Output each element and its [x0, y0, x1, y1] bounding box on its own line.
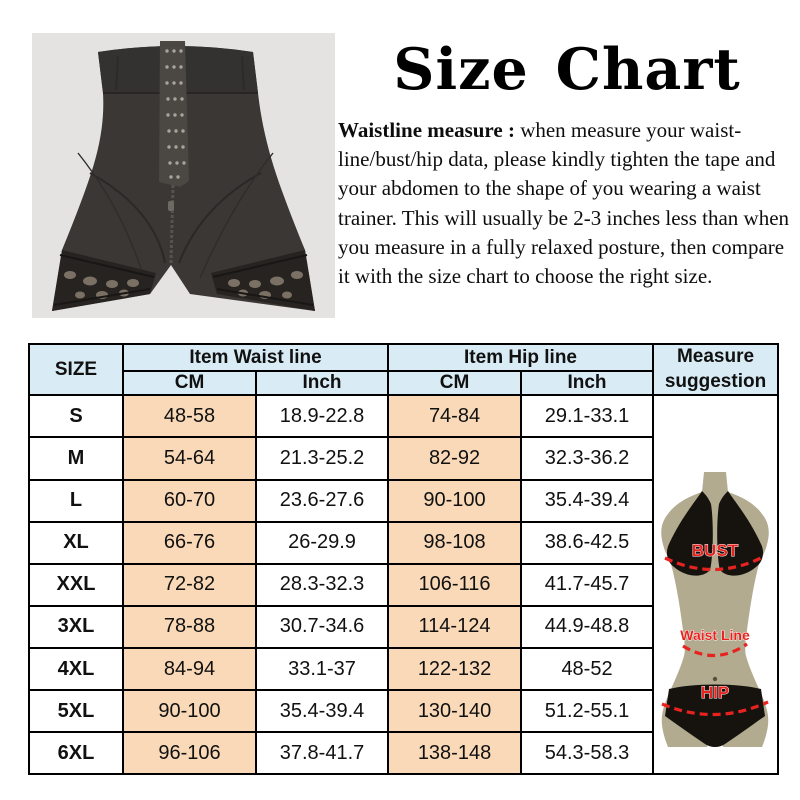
figure-waist-label: Waist Line — [680, 627, 750, 644]
col-header-waist-inch: Inch — [256, 371, 388, 395]
hip-inch-value: 44.9-48.8 — [521, 606, 653, 648]
measure-header-line2: suggestion — [664, 370, 767, 392]
product-photo — [32, 33, 335, 318]
hip-cm-value: 122-132 — [388, 648, 521, 690]
waist-inch-value: 23.6-27.6 — [256, 480, 388, 522]
hip-inch-value: 41.7-45.7 — [521, 564, 653, 606]
size-label: L — [29, 480, 123, 522]
waist-inch-value: 35.4-39.4 — [256, 690, 388, 732]
waist-cm-value: 90-100 — [123, 690, 256, 732]
waist-cm-value: 96-106 — [123, 732, 256, 774]
waist-cm-value: 54-64 — [123, 437, 256, 479]
body-measure-figure — [655, 396, 776, 773]
waist-cm-value: 84-94 — [123, 648, 256, 690]
hip-inch-value: 48-52 — [521, 648, 653, 690]
hip-inch-value: 51.2-55.1 — [521, 690, 653, 732]
hip-cm-value: 130-140 — [388, 690, 521, 732]
size-label: XXL — [29, 564, 123, 606]
hip-inch-value: 29.1-33.1 — [521, 395, 653, 437]
col-header-waist-cm: CM — [123, 371, 256, 395]
waist-cm-value: 78-88 — [123, 606, 256, 648]
size-label: M — [29, 437, 123, 479]
waist-inch-value: 30.7-34.6 — [256, 606, 388, 648]
waist-inch-value: 28.3-32.3 — [256, 564, 388, 606]
hip-inch-value: 54.3-58.3 — [521, 732, 653, 774]
hip-cm-value: 114-124 — [388, 606, 521, 648]
hip-cm-value: 106-116 — [388, 564, 521, 606]
size-label: 6XL — [29, 732, 123, 774]
figure-hip-label: HIP — [700, 683, 730, 703]
col-header-hip-cm: CM — [388, 371, 521, 395]
measure-instructions-text: when measure your waist-line/bust/hip data, please kindly tighten the tape and your abdomen to the shape of you wearing a waist trainer. This will usually be 2-3 inches less than when you measure in a fully relaxed posture, then compare it with the size chart to choose the right size. — [338, 118, 790, 289]
waist-inch-value: 26-29.9 — [256, 522, 388, 564]
col-header-waist-group: Item Waist line — [123, 344, 388, 371]
measure-header-line1: Measure — [676, 346, 755, 367]
hip-cm-value: 90-100 — [388, 480, 521, 522]
col-header-measure-suggestion — [653, 344, 778, 395]
waist-cm-value: 48-58 — [123, 395, 256, 437]
page-title: Size Chart — [393, 36, 741, 103]
col-header-hip-inch: Inch — [521, 371, 653, 395]
waist-inch-value: 21.3-25.2 — [256, 437, 388, 479]
table-row-s — [29, 395, 778, 437]
size-label: 4XL — [29, 648, 123, 690]
hip-cm-value: 138-148 — [388, 732, 521, 774]
hip-cm-value: 74-84 — [388, 395, 521, 437]
size-label: 5XL — [29, 690, 123, 732]
waist-cm-value: 66-76 — [123, 522, 256, 564]
waist-inch-value: 33.1-37 — [256, 648, 388, 690]
size-label: XL — [29, 522, 123, 564]
measure-instructions — [338, 116, 798, 291]
size-chart-table — [28, 343, 779, 775]
hip-inch-value: 35.4-39.4 — [521, 480, 653, 522]
waist-inch-value: 18.9-22.8 — [256, 395, 388, 437]
shapewear-product-image — [32, 33, 335, 318]
size-label: 3XL — [29, 606, 123, 648]
hip-inch-value: 38.6-42.5 — [521, 522, 653, 564]
measure-instructions-label: Waistline measure : — [338, 118, 515, 142]
waist-inch-value: 37.8-41.7 — [256, 732, 388, 774]
figure-bust-label: BUST — [691, 541, 739, 561]
col-header-size: SIZE — [29, 344, 123, 395]
size-label: S — [29, 395, 123, 437]
hip-cm-value: 98-108 — [388, 522, 521, 564]
hip-cm-value: 82-92 — [388, 437, 521, 479]
measure-suggestion-cell — [653, 395, 778, 774]
waist-cm-value: 72-82 — [123, 564, 256, 606]
waist-cm-value: 60-70 — [123, 480, 256, 522]
hip-inch-value: 32.3-36.2 — [521, 437, 653, 479]
col-header-hip-group: Item Hip line — [388, 344, 653, 371]
